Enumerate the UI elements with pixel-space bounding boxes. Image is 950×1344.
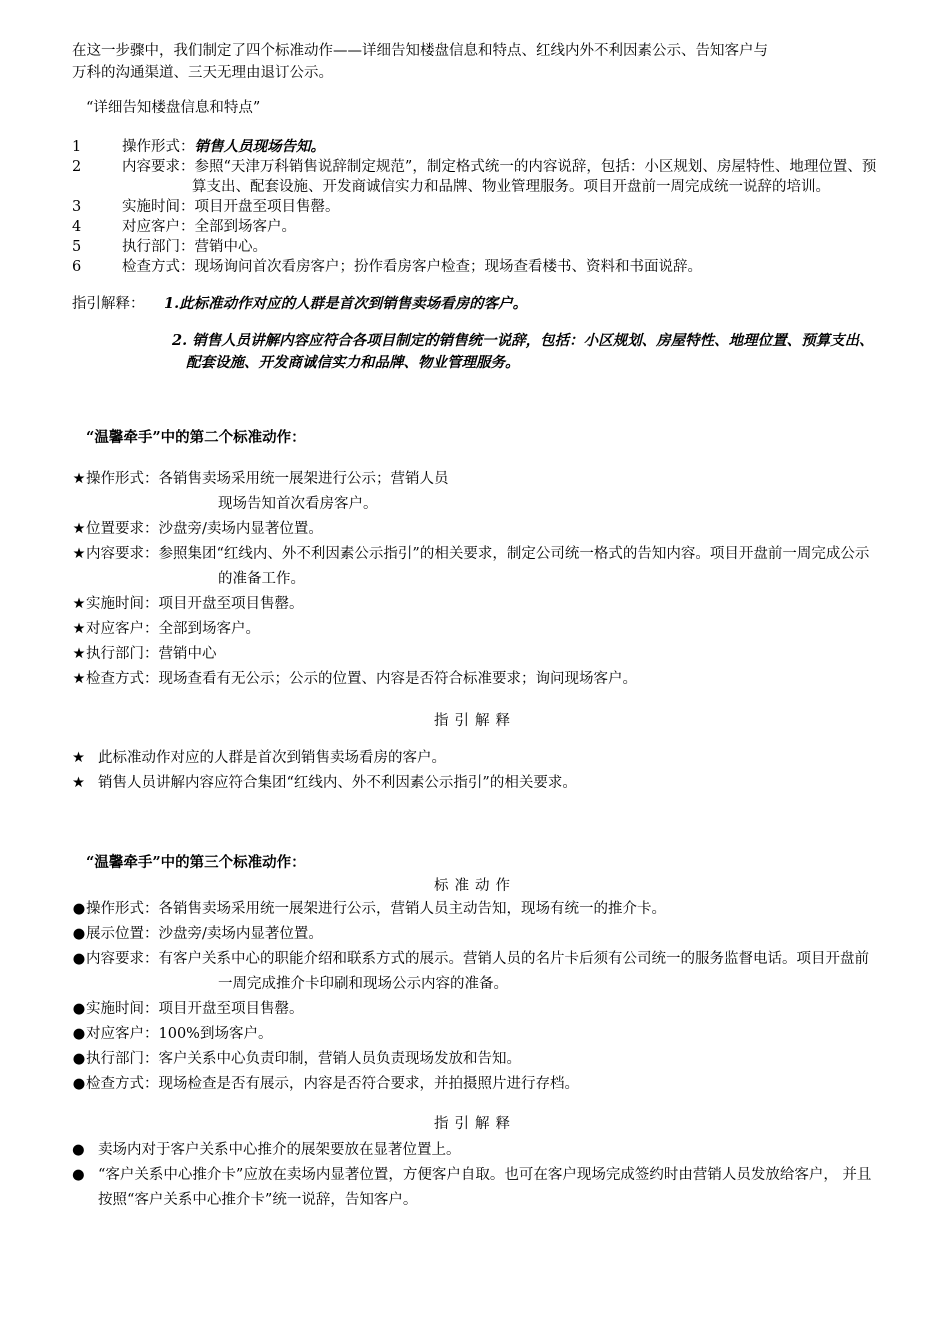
item-number: 5 [72,239,82,255]
section3-notes [72,1138,878,1213]
item-label: 位置要求： [86,521,159,537]
section2-title: “温馨牵手”中的第二个标准动作： [86,429,306,446]
item-label: 内容要求： [86,951,159,967]
item-label: 对应客户： [86,1026,159,1042]
item-value: 100%到场客户。 [158,1026,273,1042]
star-icon: ★ [72,546,86,562]
item-value: 营销中心 [158,646,217,662]
list-item [72,1022,878,1047]
item-label: 检查方式： [86,1076,159,1092]
section1-guide [72,293,878,315]
item-label: 对应客户： [122,219,195,235]
item-value: 营销中心。 [194,239,267,255]
item-number: 3 [72,199,82,215]
star-icon: ★ [72,471,86,487]
note-text: “客户关系中心推介卡”应放在卖场内显著位置，方便客户自取。也可在客户现场完成签约时由营销人员发放给客户， 并且按照“客户关系中心推介卡”统一说辞，告知客户。 [98,1167,872,1208]
star-icon: ★ [72,521,86,537]
bullet-icon: ● [72,1076,86,1092]
list-item [72,1163,878,1213]
item-continuation: 现场告知首次看房客户。 [218,496,378,512]
bullet-icon: ● [72,1001,86,1017]
item-value: 现场检查是否有展示，内容是否符合要求，并拍摄照片进行存档。 [158,1076,579,1092]
item-value: 各销售卖场采用统一展架进行公示；营销人员 [158,471,449,487]
list-item [72,771,878,796]
item-value: 全部到场客户。 [158,621,260,637]
item-value: 沙盘旁/卖场内显著位置。 [158,926,323,942]
guide-note: 1.此标准动作对应的人群是首次到销售卖场看房的客户。 [164,295,528,312]
list-item [72,157,878,197]
item-label: 实施时间： [86,1001,159,1017]
item-value: 项目开盘至项目售罄。 [158,1001,304,1017]
section2-list [72,467,878,692]
list-item [72,746,878,771]
list-item [72,1138,878,1163]
section3-subtitle: 标准动作 [434,878,516,894]
item-label: 对应客户： [86,621,159,637]
list-item [72,197,878,217]
item-label: 检查方式： [122,259,195,275]
item-value: 项目开盘至项目售罄。 [158,596,304,612]
list-item [72,542,878,592]
list-item [72,617,878,642]
item-number: 2 [72,159,82,175]
item-label: 执行部门： [122,239,195,255]
list-item [72,237,878,257]
star-icon: ★ [72,646,86,662]
item-label: 内容要求： [86,546,159,562]
bullet-icon: ● [72,926,86,942]
item-label: 操作形式： [86,901,159,917]
item-label: 操作形式： [86,471,159,487]
item-label: 展示位置： [86,926,159,942]
item-label: 内容要求： [122,159,195,175]
bullet-icon: ● [72,901,86,917]
list-item [72,897,878,922]
star-icon: ★ [72,621,86,637]
list-item [72,517,878,542]
item-number: 6 [72,259,82,275]
list-item [72,667,878,692]
item-number: 1 [72,139,82,155]
item-value: 全部到场客户。 [194,219,296,235]
item-value: 项目开盘至项目售罄。 [194,199,340,215]
item-value: 参照“天津万科销售说辞制定规范”，制定格式统一的内容说辞，包括：小区规划、房屋特性、地理位置、预算支出、配套设施、开发商诚信实力和品牌、物业管理服务。项目开盘前一周完成统一说辞的培训。 [192,159,877,195]
star-icon: ★ [72,775,85,791]
item-label: 实施时间： [86,596,159,612]
note-text: 卖场内对于客户关系中心推介的展架要放在显著位置上。 [98,1142,461,1158]
list-item [72,1072,878,1097]
list-item [72,997,878,1022]
section1-list [72,137,878,277]
guide-heading: 指引解释 [434,1116,516,1132]
item-label: 操作形式： [122,139,195,155]
section1-title: “详细告知楼盘信息和特点” [86,100,261,116]
bullet-icon: ● [72,1026,86,1042]
star-icon: ★ [72,671,86,687]
section3-title: “温馨牵手”中的第三个标准动作： [86,854,306,871]
item-value: 沙盘旁/卖场内显著位置。 [158,521,323,537]
section2-notes [72,746,878,796]
bullet-icon: ● [72,1051,86,1067]
star-icon: ★ [72,596,86,612]
list-item [72,922,878,947]
section3-list [72,897,878,1097]
list-item [72,1047,878,1072]
intro-line: 万科的沟通渠道、三天无理由退订公示。 [72,65,333,81]
item-label: 执行部门： [86,646,159,662]
guide-heading: 指引解释 [434,713,516,729]
list-item [72,642,878,667]
list-item [72,137,878,157]
bullet-icon: ● [72,951,86,967]
guide-note: 2. 销售人员讲解内容应符合各项目制定的销售统一说辞，包括：小区规划、房屋特性、地理位置、预算支出、配套设施、开发商诚信实力和品牌、物业管理服务。 [172,332,874,371]
bullet-icon: ● [72,1167,85,1183]
item-value: 销售人员现场告知。 [194,138,325,155]
list-item [72,592,878,617]
list-item [72,947,878,997]
document-page [72,40,878,1213]
item-value: 参照集团“红线内、外不利因素公示指引”的相关要求，制定公司统一格式的告知内容。项目开盘前一周完成公示的准备工作。 [158,546,870,587]
star-icon: ★ [72,750,85,766]
item-label: 执行部门： [86,1051,159,1067]
item-value: 客户关系中心负责印制，营销人员负责现场发放和告知。 [158,1051,521,1067]
item-label: 实施时间： [122,199,195,215]
item-label: 检查方式： [86,671,159,687]
bullet-icon: ● [72,1142,85,1158]
item-value: 有客户关系中心的职能介绍和联系方式的展示。营销人员的名片卡后须有公司统一的服务监督电话。项目开盘前一周完成推介卡印刷和现场公示内容的准备。 [158,951,869,992]
item-value: 现场询问首次看房客户；扮作看房客户检查；现场查看楼书、资料和书面说辞。 [194,259,702,275]
list-item [72,217,878,237]
guide-label: 指引解释： [72,296,145,312]
item-value: 现场查看有无公示；公示的位置、内容是否符合标准要求；询问现场客户。 [158,671,637,687]
intro-line: 在这一步骤中，我们制定了四个标准动作——详细告知楼盘信息和特点、红线内外不利因素公示、告知客户与 [72,43,768,59]
note-text: 此标准动作对应的人群是首次到销售卖场看房的客户。 [98,750,446,766]
list-item [72,257,878,277]
item-number: 4 [72,219,82,235]
item-value: 各销售卖场采用统一展架进行公示，营销人员主动告知，现场有统一的推介卡。 [158,901,666,917]
note-text: 销售人员讲解内容应符合集团“红线内、外不利因素公示指引”的相关要求。 [98,775,577,791]
list-item [72,467,878,492]
intro-paragraph [72,40,878,84]
